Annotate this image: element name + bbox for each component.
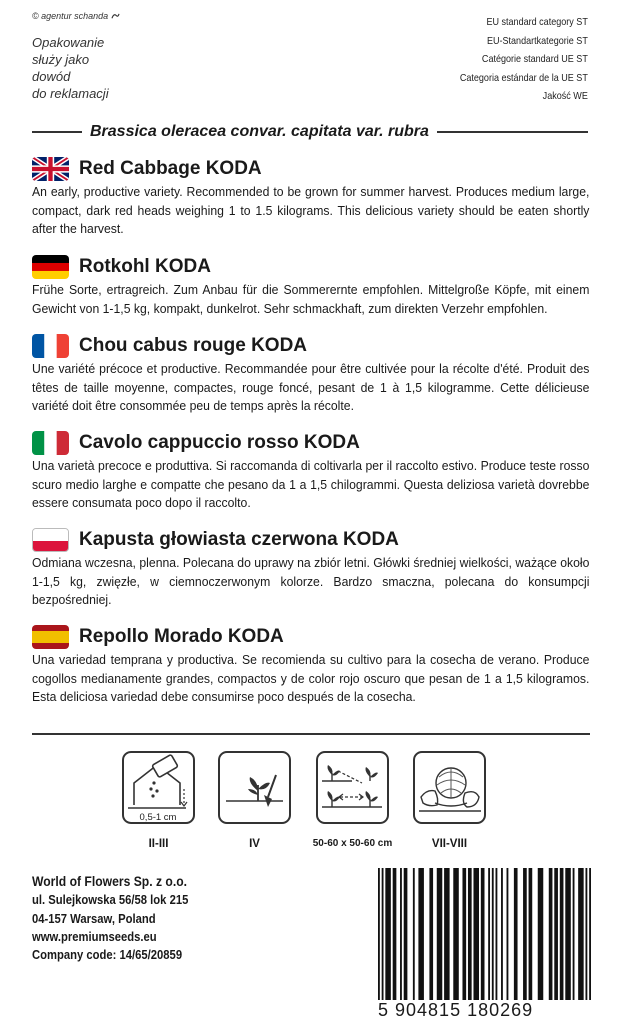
germany-flag-icon <box>32 255 69 279</box>
harvest-icon <box>413 751 486 824</box>
category-line: EU-Standartkategorie ST <box>487 34 588 47</box>
section-title: Chou cabus rouge KODA <box>79 335 308 356</box>
barcode-bar <box>549 868 553 1000</box>
category-line: Categoria estándar de la UE ST <box>459 71 588 84</box>
category-line: Catégorie standard UE ST <box>482 53 588 66</box>
company-info <box>32 873 188 964</box>
barcode-bar <box>473 868 479 1000</box>
barcode-bar <box>488 868 490 1000</box>
barcode-bar <box>507 868 509 1000</box>
italy-flag-icon <box>32 431 69 455</box>
section-header <box>32 624 590 650</box>
barcode-bar <box>560 868 564 1000</box>
barcode-bar <box>538 868 544 1000</box>
packaging-note <box>32 34 109 102</box>
barcode-bar <box>378 868 380 1000</box>
barcode-number: 5 904815 180269 <box>378 1000 534 1020</box>
category-line: Jakość WE <box>542 90 588 103</box>
section-body: Frühe Sorte, ertragreich. Zum Anbau für die Sommerernte empfohlen. Mittelgroße Köpfe, mit einem Gewicht von 1-1,5 kg, kompakt, dunkelrot. Sehr schmackhaft, zum direkten Verzehr empfohlen. <box>32 282 590 316</box>
barcode-bar <box>382 868 384 1000</box>
company-street: ul. Sulejkowska 56/58 lok 215 <box>32 893 189 908</box>
section-header <box>32 156 590 182</box>
section-body: Una variedad temprana y productiva. Se recomienda su cultivo para la cosecha de verano. Produce cogollos medianamente grandes, compactos y de color rojo oscuro que pesan de 1 a 1,5 kilogramos. Esta deliciosa variedad debe consumirse poco después de la cosecha. <box>32 652 590 704</box>
category-line: EU standard category ST <box>486 16 588 28</box>
company-website[interactable]: www.premiumseeds.eu <box>32 929 157 944</box>
section-body: Una varietà precoce e produttiva. Si raccomanda di coltivarla per il raccolto estivo. Produce teste rosso scuro medio larghe e compatte che pesano da 1 a 1,5 chilogrammi. Questa deliziosa varietà dovrebbe essere consumata poco dopo il raccolto. <box>32 458 590 510</box>
section-title: Repollo Morado KODA <box>79 626 284 647</box>
barcode-bar <box>492 868 494 1000</box>
barcode-bar <box>578 868 584 1000</box>
section-divider <box>32 733 590 735</box>
barcode-bar <box>589 868 591 1000</box>
section-title: Kapusta głowiasta czerwona KODA <box>79 529 399 550</box>
section-body: An early, productive variety. Recommended to be grown for summer harvest. Produces medium large, compact, dark red heads weighing 1 to 1.5 kilograms. This delicious variety should be eaten shortly after the harvest. <box>32 184 590 236</box>
barcode-bar <box>573 868 575 1000</box>
barcode-bar <box>565 868 571 1000</box>
section-german <box>32 254 590 318</box>
uk-flag-icon <box>32 157 69 181</box>
france-flag-icon <box>32 334 69 358</box>
section-title: Rotkohl KODA <box>79 256 211 277</box>
title-rule <box>437 131 588 133</box>
section-header <box>32 333 590 359</box>
section-english <box>32 156 590 239</box>
barcode-bar <box>523 868 527 1000</box>
section-body: Odmiana wczesna, plenna. Polecana do uprawy na zbiór letni. Główki średniej wielkości, ważące około 1-1,5 kg, zwięzłe, w ciemnoczerwonym kolorze. Bardzo smaczna, polecana do konsumpcji bezpośredniej. <box>32 555 590 607</box>
barcode-bar <box>413 868 415 1000</box>
section-italian <box>32 430 590 513</box>
copyright-notice <box>32 11 120 21</box>
barcode-bar <box>418 868 424 1000</box>
section-header <box>32 430 590 456</box>
barcode-bar <box>404 868 408 1000</box>
title-rule <box>32 131 82 133</box>
quality-categories <box>460 13 588 106</box>
company-city: 04-157 Warsaw, Poland <box>32 911 156 926</box>
copyright-text: © agentur schanda <box>32 11 109 21</box>
section-header <box>32 254 590 280</box>
barcode-bar <box>429 868 433 1000</box>
section-title: Red Cabbage KODA <box>79 158 262 179</box>
barcode-bar <box>437 868 443 1000</box>
barcode-bar <box>529 868 533 1000</box>
packaging-note-line: dowód <box>32 69 71 84</box>
sowing-depth-text: 0,5-1 cm <box>139 812 177 822</box>
barcode-bar <box>501 868 503 1000</box>
latin-name-row <box>32 121 588 143</box>
spacing-label: 50-60 x 50-60 cm <box>312 838 393 849</box>
section-french <box>32 333 590 416</box>
barcode-bar <box>453 868 459 1000</box>
barcode-bar <box>462 868 466 1000</box>
section-spanish <box>32 624 590 707</box>
barcode-bar <box>554 868 558 1000</box>
sowing-depth-icon <box>122 751 195 824</box>
sowing-months-label: II-III <box>148 838 169 850</box>
barcode-bar <box>481 868 485 1000</box>
section-header <box>32 527 590 553</box>
barcode-bar <box>444 868 450 1000</box>
latin-name: Brassica oleracea convar. capitata var. rubra <box>90 123 429 140</box>
planting-months-label: IV <box>249 838 260 850</box>
barcode-bar <box>585 868 587 1000</box>
planting-out-icon <box>218 751 291 824</box>
harvest-months-label: VII-VIII <box>431 838 468 850</box>
section-title: Cavolo cappuccio rosso KODA <box>79 432 360 453</box>
section-polish <box>32 527 590 610</box>
packaging-note-line: Opakowanie <box>32 35 105 50</box>
barcode-bar <box>393 868 397 1000</box>
barcode-bar <box>468 868 472 1000</box>
schanda-logo-icon <box>111 13 120 20</box>
packaging-note-line: do reklamacji <box>32 86 109 101</box>
plant-spacing-icon <box>316 751 389 824</box>
barcode-bar <box>514 868 518 1000</box>
barcode-bar <box>385 868 391 1000</box>
barcode-icon <box>378 868 591 1000</box>
spain-flag-icon <box>32 625 69 649</box>
company-name: World of Flowers Sp. z o.o. <box>32 874 188 889</box>
poland-flag-icon <box>32 528 69 552</box>
section-body: Une variété précoce et productive. Recommandée pour être cultivée pour la récolte d'été. Produit des têtes de taille moyenne, compactes, rouge foncé, pesant de 1 à 1,5 kilogramme. Cette délicieuse variété doit être consommée peu de temps après la récolte. <box>32 361 590 413</box>
barcode-bar <box>496 868 498 1000</box>
packaging-note-line: służy jako <box>32 52 90 67</box>
company-code: Company code: 14/65/20859 <box>32 948 183 963</box>
barcode-bar <box>400 868 402 1000</box>
